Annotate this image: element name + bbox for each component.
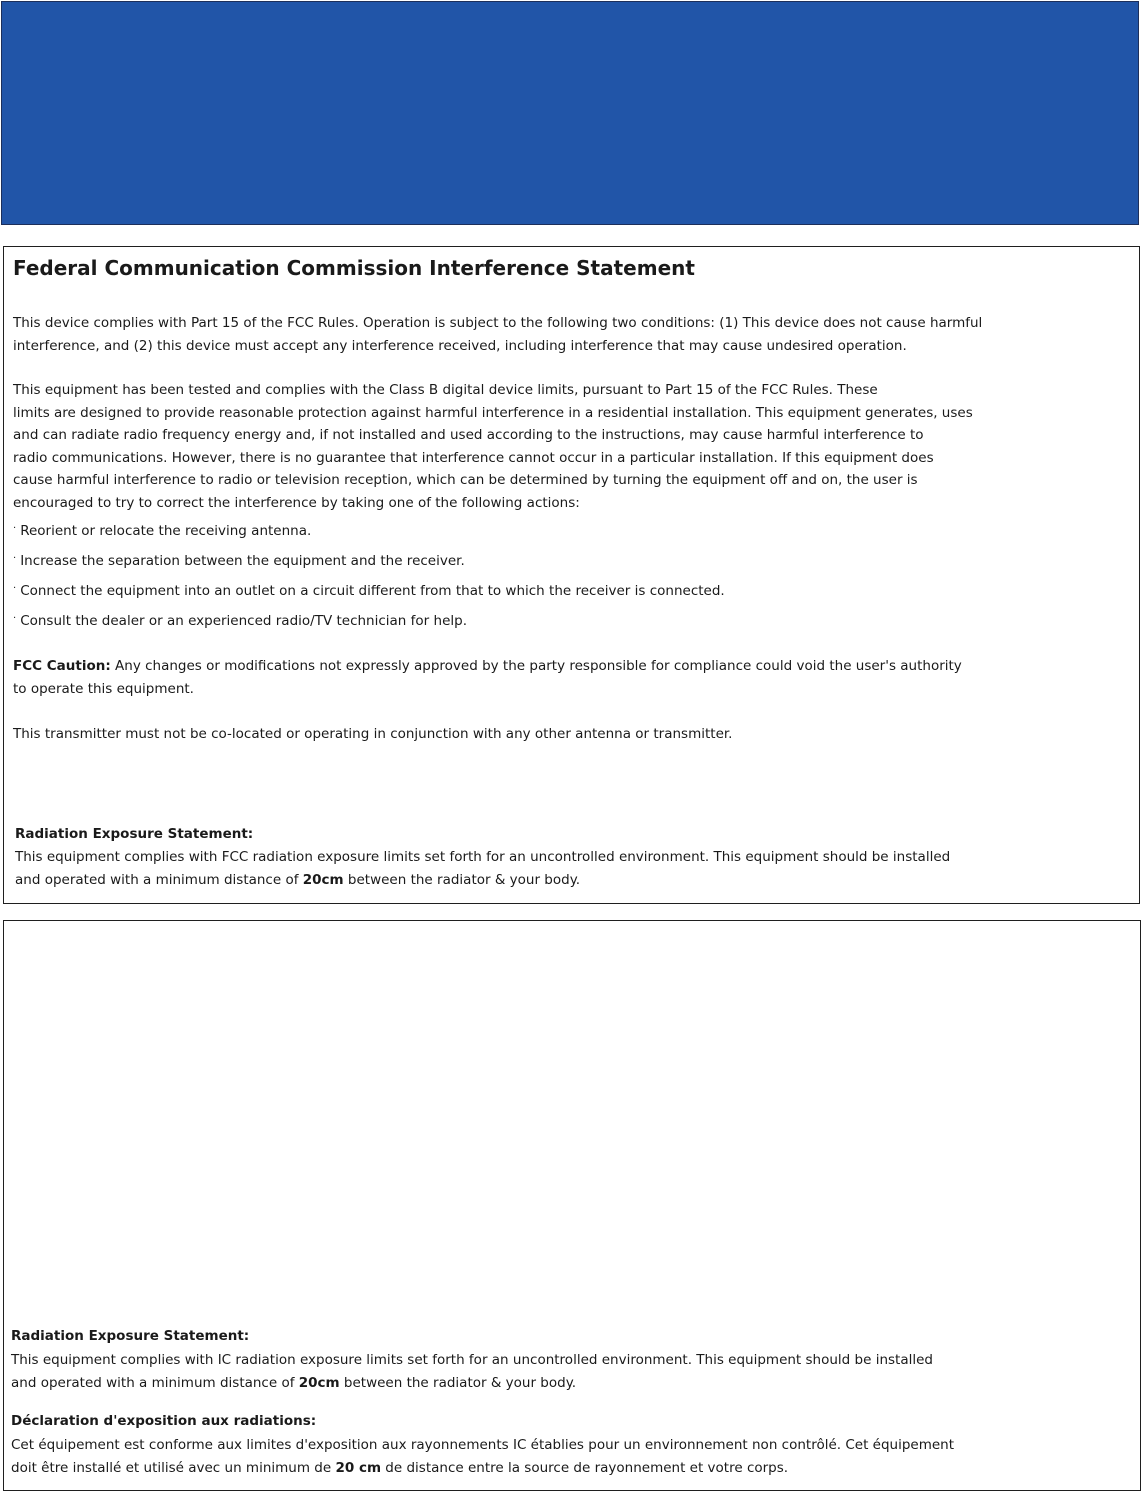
ic-radiation-paragraph: This equipment complies with IC radiation exposure limits set forth for an uncontrolled environment. This equipment should be installed and operated with a minimum distance of 20cm between the radiator & your body.	[11, 1352, 933, 1391]
bullet-dot-icon: ·	[13, 613, 17, 624]
fcc-bullet-item: · Consult the dealer or an experienced radio/TV technician for help.	[13, 613, 467, 629]
fcc-bullet-item: · Connect the equipment into an outlet on a circuit different from that to which the receiver is connected.	[13, 583, 725, 599]
bullet-dot-icon: ·	[13, 583, 17, 594]
fcc-radiation-paragraph: This equipment complies with FCC radiation exposure limits set forth for an uncontrolled environment. This equipment should be installed and operated with a minimum distance of 20cm between the radiator & your body.	[15, 849, 951, 888]
fcc-caution-paragraph: FCC Caution: Any changes or modifications not expressly approved by the party responsible for compliance could void the user's authority to operate this equipment.	[13, 658, 962, 697]
fcc-class-b-paragraph: This equipment has been tested and complies with the Class B digital device limits, pursuant to Part 15 of the FCC Rules. These limits are designed to provide reasonable protection against harmful interference in a residential installation. This equipment generates, uses and can radiate radio frequency energy and, if not installed and used according to the instructions, may cause harmful interference to radio communications. However, there is no guarantee that interference cannot occur in a particular installation. If this equipment does cause harmful interference to radio or television reception, which can be determined by turning the equipment off and on, the user is encouraged to try to correct the interference by taking one of the following actions:	[13, 382, 973, 511]
ic-radiation-distance: 20cm	[298, 1374, 340, 1391]
ic-french-paragraph: Cet équipement est conforme aux limites d'exposition aux rayonnements IC établies pour un environnement non contrôlé. Cet équipement doit être installé et utilisé avec un minimum de 20 cm de distance entre la source de rayonnement et votre corps.	[11, 1437, 955, 1476]
ic-french-title: Déclaration d'exposition aux radiations:	[11, 1413, 317, 1429]
ic-statement-panel	[3, 920, 1141, 1491]
fcc-statement-panel	[3, 246, 1140, 904]
fcc-bullet-item: · Increase the separation between the equipment and the receiver.	[13, 553, 465, 569]
fcc-radiation-title: Radiation Exposure Statement:	[15, 826, 254, 842]
fcc-title: Federal Communication Commission Interference Statement	[13, 256, 695, 280]
bullet-dot-icon: ·	[13, 553, 17, 564]
ic-french-distance: 20 cm	[335, 1459, 382, 1476]
fcc-compliance-paragraph: This device complies with Part 15 of the FCC Rules. Operation is subject to the following two conditions: (1) This device does not cause harmful interference, and (2) this device must accept any interference received, including interference that may cause undesired operation.	[13, 315, 983, 354]
ic-radiation-title: Radiation Exposure Statement:	[11, 1328, 250, 1344]
fcc-caution-label: FCC Caution:	[13, 658, 111, 674]
fcc-colocation-paragraph: This transmitter must not be co-located or operating in conjunction with any other antenna or transmitter.	[13, 726, 733, 742]
header-banner	[1, 1, 1139, 225]
bullet-dot-icon: ·	[13, 523, 17, 534]
fcc-bullet-item: · Reorient or relocate the receiving antenna.	[13, 523, 312, 539]
fcc-radiation-distance: 20cm	[302, 871, 344, 888]
